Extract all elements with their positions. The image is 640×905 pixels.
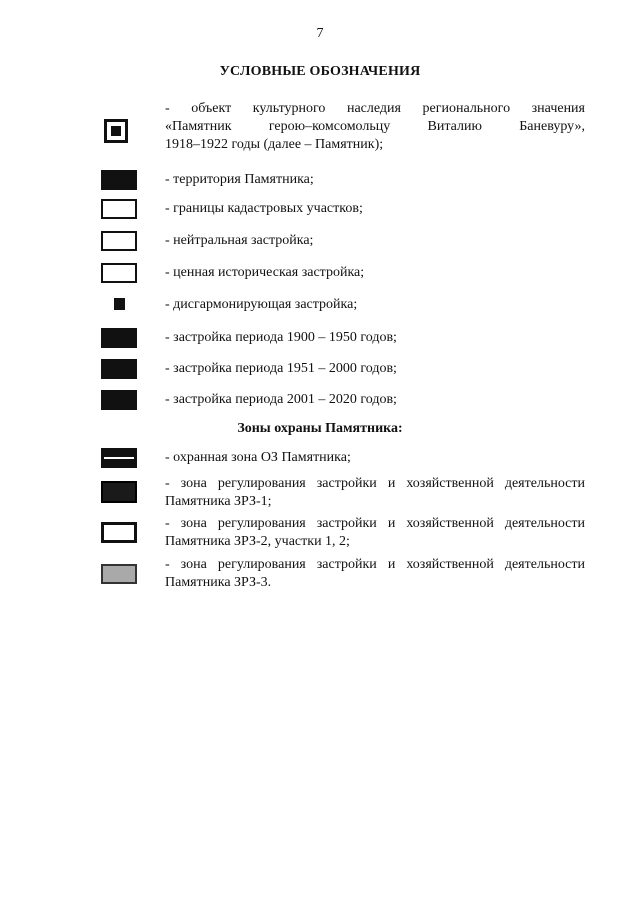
legend-text-line: - ценная историческая застройка; <box>165 265 365 280</box>
gray-filled-rect-icon <box>101 564 137 584</box>
filled-black-rect-icon <box>101 359 137 379</box>
outline-rect-icon <box>101 263 137 283</box>
legend-text-line: «Памятник герою–комсомольцу Виталию Баневуру», <box>165 119 585 134</box>
black-rect-white-line-icon <box>101 448 137 468</box>
legend-text-line: 1918–1922 годы (далее – Памятник); <box>165 137 384 152</box>
monument-square-icon <box>104 119 128 143</box>
filled-black-rect-icon <box>101 170 137 190</box>
small-black-square-icon <box>114 298 125 310</box>
document-title: УСЛОВНЫЕ ОБОЗНАЧЕНИЯ <box>219 64 421 79</box>
zone-text-line: Памятника ЗРЗ-2, участки 1, 2; <box>165 534 350 549</box>
legend-text-line: - границы кадастровых участков; <box>165 201 363 216</box>
outline-rect-icon <box>101 199 137 219</box>
zone-text-line: - зона регулирования застройки и хозяйственной деятельности <box>165 476 585 491</box>
filled-black-rect-icon <box>101 328 137 348</box>
thick-outline-rect-icon <box>101 522 137 543</box>
outline-rect-icon <box>101 231 137 251</box>
dark-filled-rect-icon <box>101 481 137 503</box>
legend-text-line: - дисгармонирующая застройка; <box>165 297 358 312</box>
legend-text-line: - застройка периода 1900 – 1950 годов; <box>165 330 397 345</box>
legend-text-line: - территория Памятника; <box>165 172 314 187</box>
page-number: 7 <box>316 26 324 41</box>
zones-heading: Зоны охраны Памятника: <box>237 421 403 436</box>
legend-text-line: - объект культурного наследия регионального значения <box>165 101 585 116</box>
filled-black-rect-icon <box>101 390 137 410</box>
legend-text-line: - застройка периода 1951 – 2000 годов; <box>165 361 397 376</box>
legend-text-line: - застройка периода 2001 – 2020 годов; <box>165 392 397 407</box>
zone-text-line: Памятника ЗРЗ-3. <box>165 575 272 590</box>
zone-text-line: Памятника ЗРЗ-1; <box>165 494 272 509</box>
legend-text-line: - нейтральная застройка; <box>165 233 314 248</box>
zone-text-line: - зона регулирования застройки и хозяйственной деятельности <box>165 516 585 531</box>
zone-text-line: - охранная зона ОЗ Памятника; <box>165 450 351 465</box>
zone-text-line: - зона регулирования застройки и хозяйственной деятельности <box>165 557 585 572</box>
